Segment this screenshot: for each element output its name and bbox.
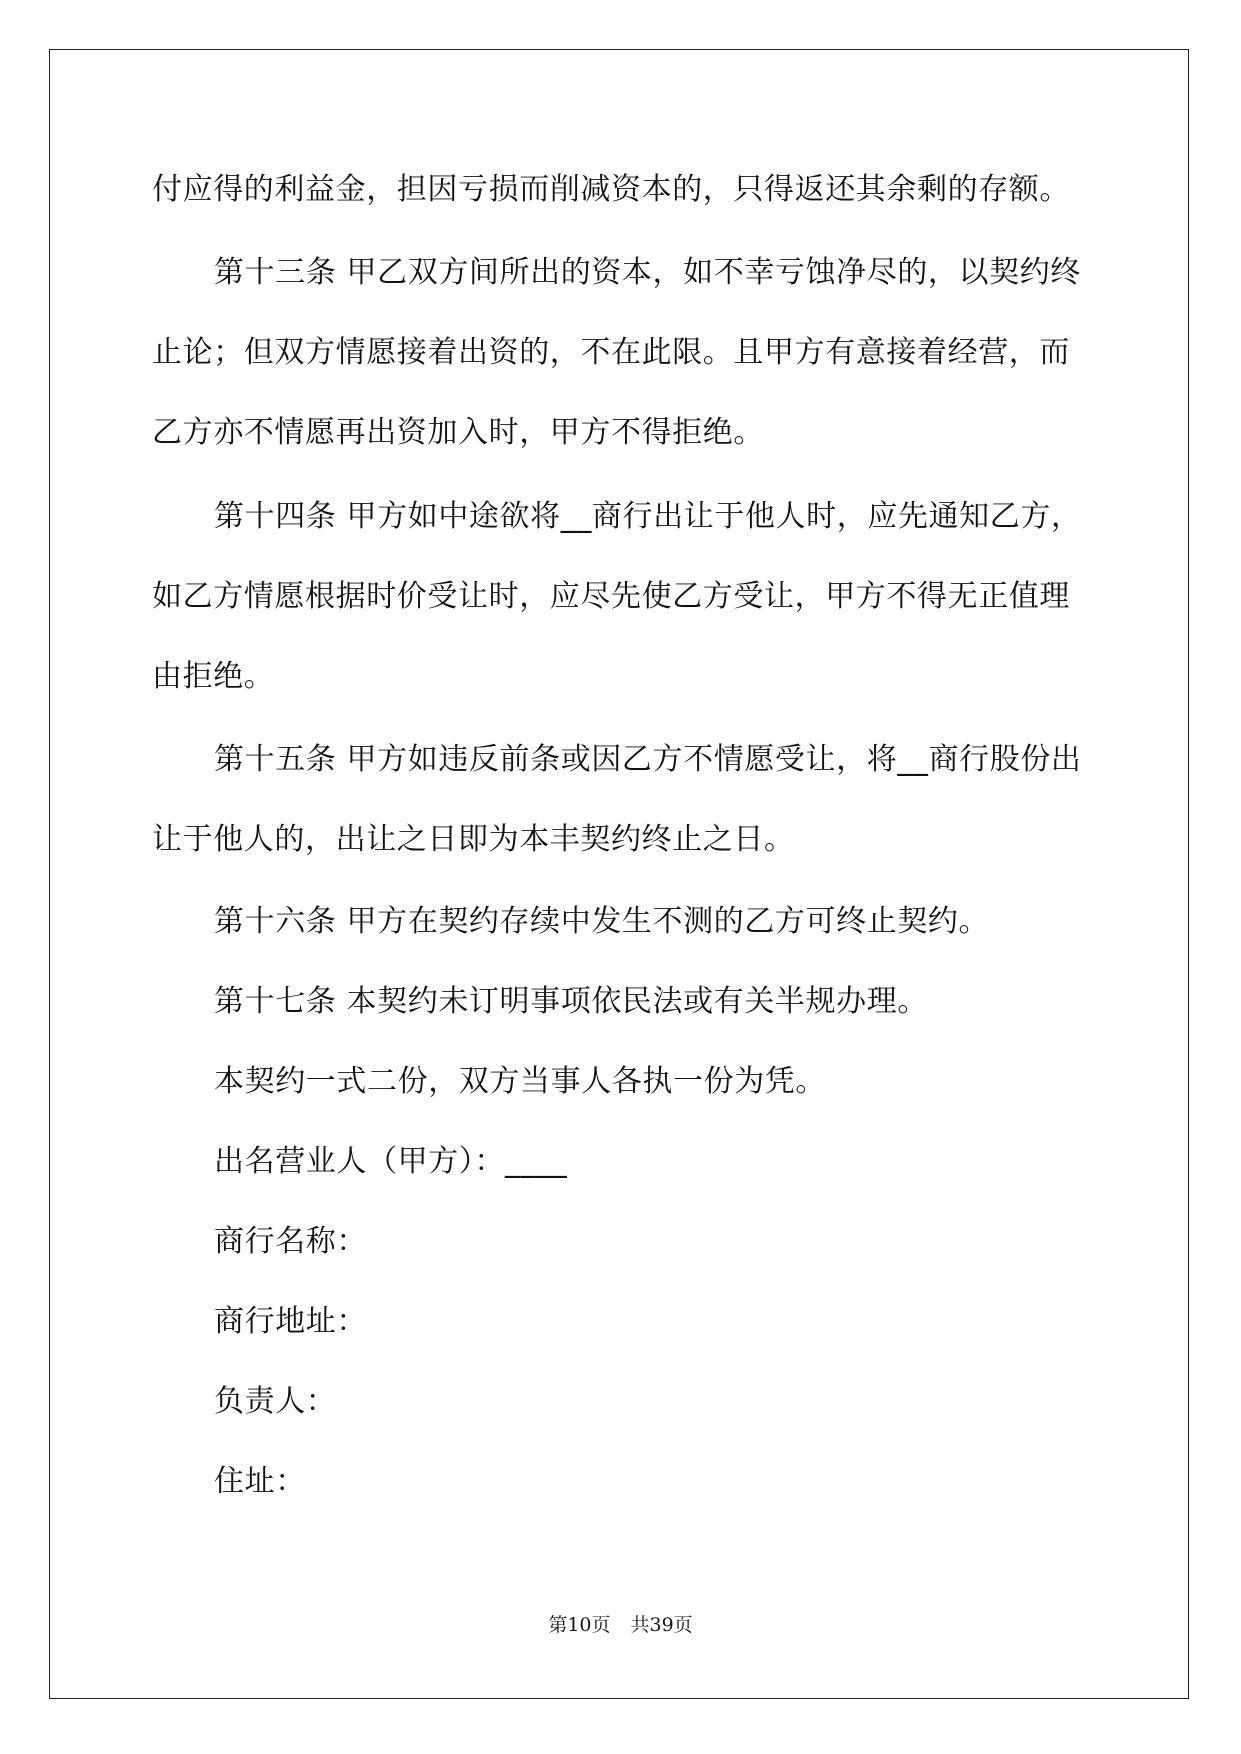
residence-field: 住址： <box>214 1464 306 1499</box>
copies-statement: 本契约一式二份，双方当事人各执一份为凭。 <box>214 1064 826 1099</box>
page-number: 第10页 <box>548 1614 611 1636</box>
clause-15-line-2: 让于他人的，出让之日即为本丰契约终止之日。 <box>152 822 795 857</box>
clause-16: 第十六条 甲方在契约存续中发生不测的乙方可终止契约。 <box>214 904 990 939</box>
page-border <box>49 49 1189 1699</box>
clause-13-line-3: 乙方亦不情愿再出资加入时，甲方不得拒绝。 <box>152 415 764 450</box>
page-footer <box>0 1613 1241 1637</box>
clause-15-line-1: 第十五条 甲方如违反前条或因乙方不情愿受让，将__商行股份出 <box>214 742 1082 777</box>
clause-13-line-1: 第十三条 甲乙双方间所出的资本，如不幸亏蚀净尽的，以契约终 <box>214 255 1081 290</box>
body-line-1: 付应得的利益金，担因亏损而削减资本的，只得返还其余剩的存额。 <box>152 172 1070 207</box>
party-a-signature-line: 出名营业人（甲方）：____ <box>214 1144 568 1179</box>
responsible-person-field: 负责人： <box>214 1384 337 1419</box>
clause-17: 第十七条 本契约未订明事项依民法或有关半规办理。 <box>214 984 928 1019</box>
total-pages: 共39页 <box>630 1614 693 1636</box>
firm-address-field: 商行地址： <box>214 1304 367 1339</box>
clause-13-line-2: 止论；但双方情愿接着出资的，不在此限。且甲方有意接着经营，而 <box>152 335 1070 370</box>
clause-14-line-3: 由拒绝。 <box>152 659 275 694</box>
clause-14-line-1: 第十四条 甲方如中途欲将__商行出让于他人时，应先通知乙方， <box>214 499 1082 534</box>
firm-name-field: 商行名称： <box>214 1224 367 1259</box>
clause-14-line-2: 如乙方情愿根据时价受让时，应尽先使乙方受让，甲方不得无正值理 <box>152 579 1070 614</box>
